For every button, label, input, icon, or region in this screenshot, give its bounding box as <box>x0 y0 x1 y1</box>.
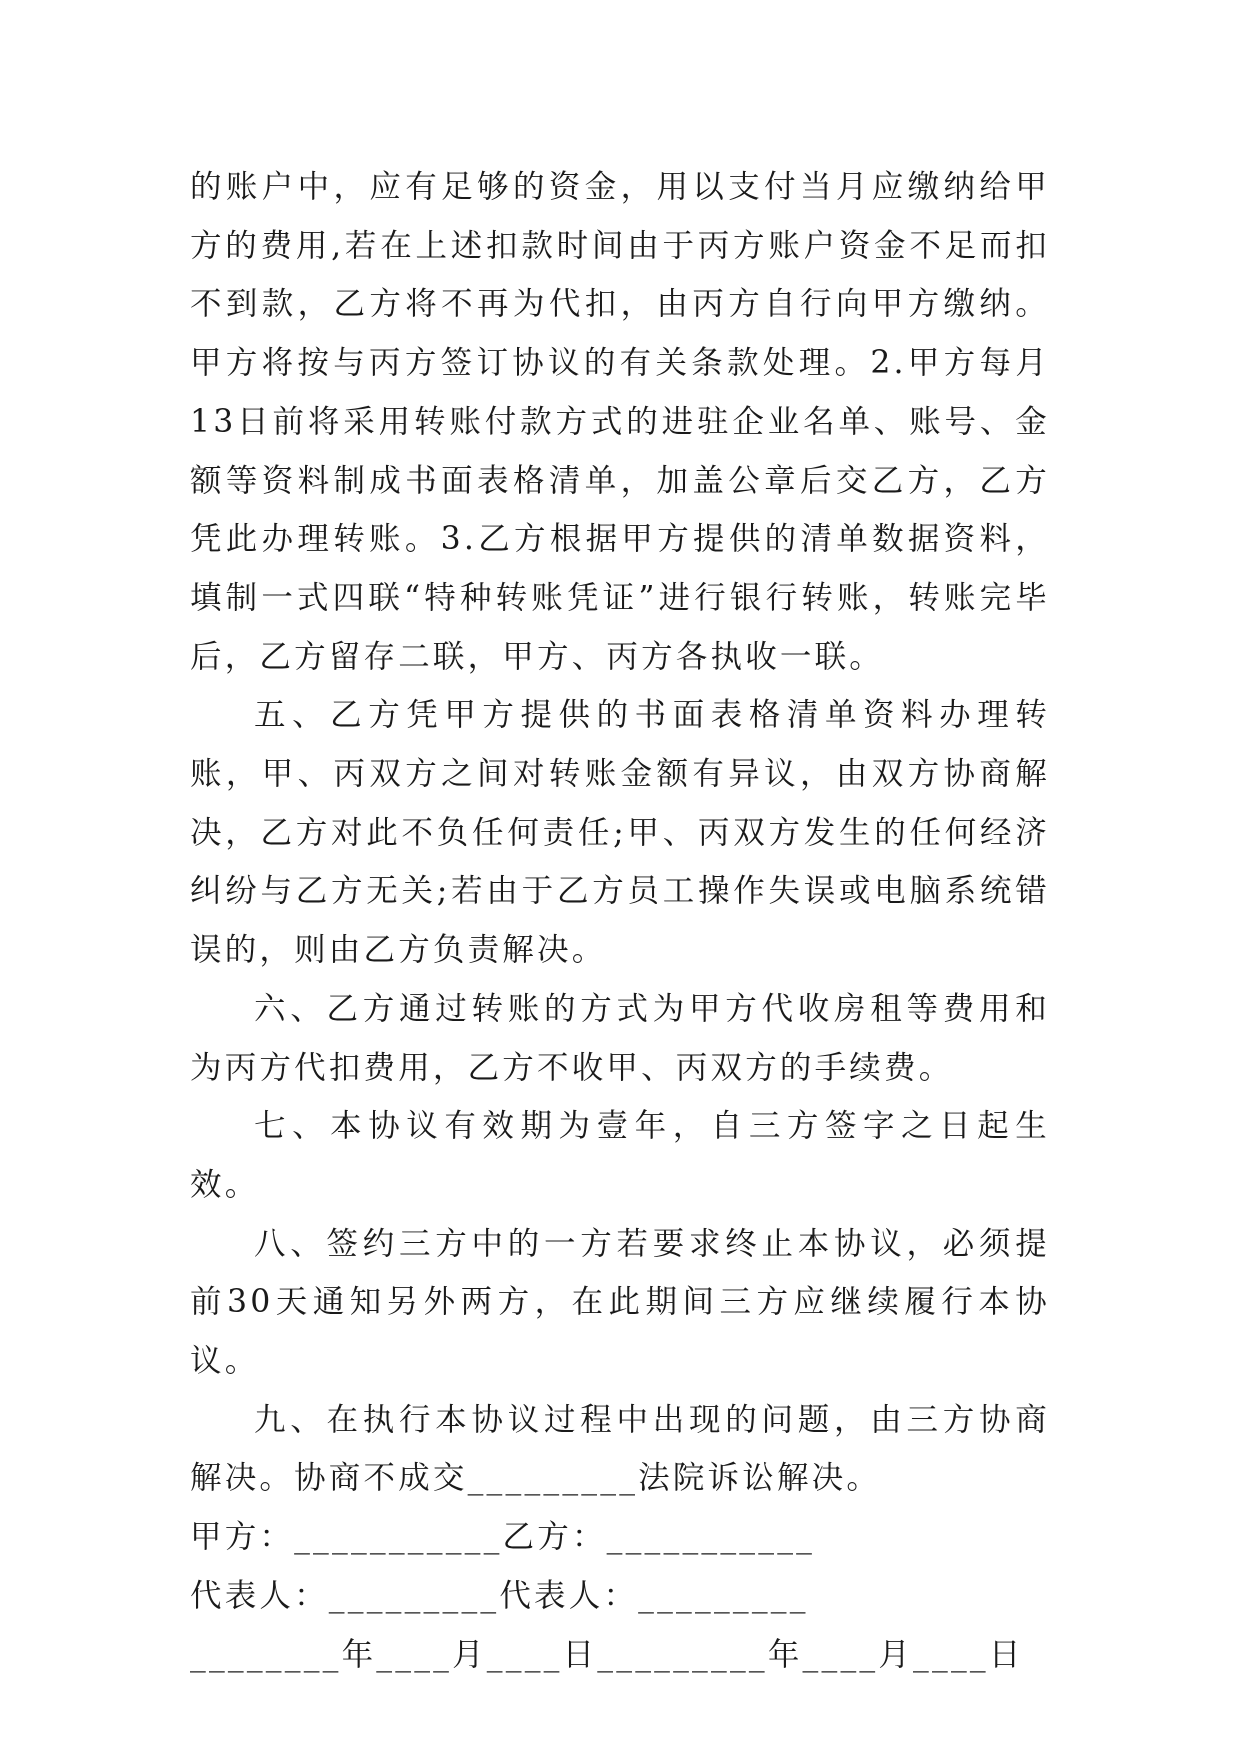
paragraph-clause-5: 五、乙方凭甲方提供的书面表格清单资料办理转账，甲、丙双方之间对转账金额有异议，由双方协商解决，乙方对此不负任何责任;甲、丙双方发生的任何经济纠纷与乙方无关;若由于乙方员工操作失误或电脑系统错误的，则由乙方负责解决。 <box>190 697 1050 969</box>
paragraph-clause-7: 七、本协议有效期为壹年，自三方签字之日起生效。 <box>190 1108 1050 1203</box>
signature-parties: 甲方：___________乙方：___________ <box>190 1519 816 1556</box>
paragraph-clause-9: 九、在执行本协议过程中出现的问题，由三方协商解决。协商不成交_________法院诉讼解决。 <box>190 1401 1050 1497</box>
signature-representatives: 代表人：_________代表人：_________ <box>190 1577 809 1614</box>
paragraph-clause-8: 八、签约三方中的一方若要求终止本协议，必须提前30天通知另外两方，在此期间三方应继续履行本协议。 <box>190 1225 1050 1380</box>
paragraph-payment-terms: 的账户中，应有足够的资金，用以支付当月应缴纳给甲方的费用,若在上述扣款时间由于丙方账户资金不足而扣不到款，乙方将不再为代扣，由丙方自行向甲方缴纳。甲方将按与丙方签订协议的有关条款处理。2.甲方每月13日前将采用转账付款方式的进驻企业名单、账号、金额等资料制成书面表格清单，加盖公章后交乙方，乙方凭此办理转账。3.乙方根据甲方提供的清单数据资料，填制一式四联“特种转账凭证”进行银行转账，转账完毕后，乙方留存二联，甲方、丙方各执收一联。 <box>190 169 1050 675</box>
signature-dates: ________年____月____日_________年____月____日 <box>190 1636 1024 1673</box>
agreement-body <box>190 158 1050 1684</box>
paragraph-clause-6: 六、乙方通过转账的方式为甲方代收房租等费用和为丙方代扣费用，乙方不收甲、丙双方的手续费。 <box>190 990 1050 1086</box>
